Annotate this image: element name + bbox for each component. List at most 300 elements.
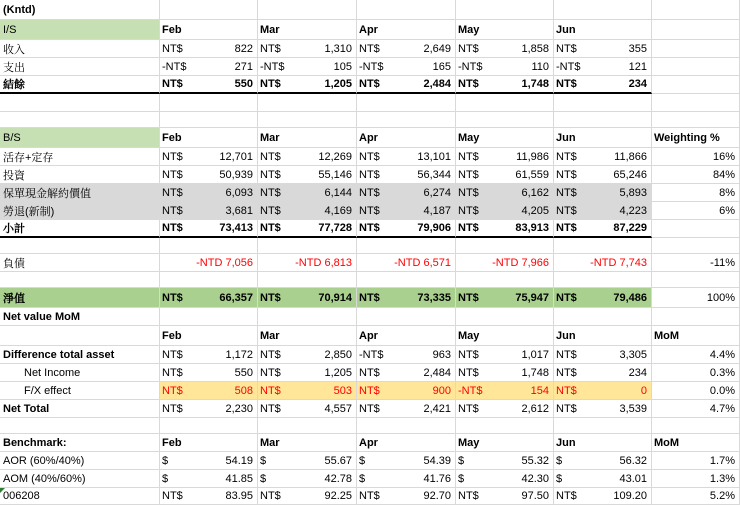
value-cell[interactable] [357,76,456,94]
amount: -NTD 7,966 [492,256,549,269]
amount: 70,914 [318,291,352,304]
row-label[interactable]: 結餘 [0,76,160,94]
amount: 83.95 [225,490,253,502]
amount: 54.39 [423,454,451,467]
amount: 5,893 [619,186,647,199]
amount: 4,205 [521,204,549,217]
currency: NT$ [556,490,577,502]
currency: -NT$ [260,60,285,73]
currency: $ [162,472,169,485]
currency: NT$ [556,168,577,181]
currency: NT$ [556,291,577,304]
blank-row [0,238,740,254]
blank-row [0,112,740,128]
row-label[interactable]: 小計 [0,220,160,238]
row-label[interactable]: F/X effect [0,382,160,400]
value-cell[interactable] [258,184,357,202]
value-cell[interactable] [357,148,456,166]
value-cell[interactable] [258,40,357,58]
currency: NT$ [458,222,479,234]
month-header[interactable]: Mar [258,128,357,148]
amount: 4,187 [423,204,451,217]
amount: 2,612 [521,402,549,415]
value-cell[interactable] [554,58,652,76]
currency: $ [359,454,366,467]
currency: $ [359,472,366,485]
month-header[interactable]: May [456,128,554,148]
currency: NT$ [458,490,479,502]
amount: 1,748 [521,366,549,379]
currency: NT$ [556,348,577,361]
value-cell[interactable] [258,382,357,400]
month-header[interactable]: Mar [258,434,357,452]
amount: 109.20 [613,490,647,502]
bs-row [0,202,740,220]
currency: NT$ [458,291,479,304]
mom-header-row [0,326,740,346]
bs-row [0,184,740,202]
amount: 2,649 [423,42,451,55]
currency: NT$ [260,490,281,502]
value-cell[interactable] [357,184,456,202]
value-cell[interactable] [456,202,554,220]
value-cell[interactable] [554,184,652,202]
value-cell[interactable] [456,452,554,470]
amount: 822 [234,42,253,55]
weight-cell[interactable]: 84% [652,166,740,184]
value-cell[interactable] [357,470,456,488]
value-cell[interactable] [456,364,554,382]
value-cell[interactable] [160,364,258,382]
amount: 110 [531,60,549,73]
month-header[interactable]: May [456,434,554,452]
month-header[interactable]: Feb [160,20,258,40]
amount: 77,728 [318,222,352,234]
month-header[interactable]: Jun [554,326,652,346]
currency: NT$ [162,384,183,397]
value-cell[interactable] [456,148,554,166]
value-cell[interactable] [258,288,357,308]
currency: $ [458,472,465,485]
currency: NT$ [556,402,577,415]
value-cell[interactable] [554,220,652,238]
currency: NT$ [359,222,380,234]
amount: 75,947 [515,291,549,304]
row-label[interactable]: 淨值 [0,288,160,308]
amount: 154 [530,384,549,397]
month-header[interactable]: Feb [160,434,258,452]
mom-cell[interactable]: 0.3% [652,364,740,382]
value-cell[interactable] [554,364,652,382]
value-cell[interactable] [258,220,357,238]
currency: NT$ [556,78,577,90]
value-cell[interactable] [456,220,554,238]
mom-row-fx [0,382,740,400]
amount: 4,169 [324,204,352,217]
value-cell[interactable] [258,452,357,470]
value-cell[interactable] [456,76,554,94]
amount: 41.85 [225,472,253,485]
value-cell[interactable] [456,400,554,418]
mom-title[interactable]: Net value MoM [0,308,160,326]
mom-cell[interactable]: 0.0% [652,382,740,400]
currency: NT$ [260,168,281,181]
month-header[interactable]: Jun [554,20,652,40]
month-header[interactable]: May [456,326,554,346]
month-header[interactable]: Apr [357,326,456,346]
currency: NT$ [162,291,183,304]
bs-title[interactable]: B/S [0,128,160,148]
currency: NT$ [162,204,183,217]
mom-row [0,346,740,364]
currency: NT$ [458,204,479,217]
amount: 4,557 [324,402,352,415]
value-cell[interactable] [160,148,258,166]
row-label[interactable]: 負債 [0,254,160,272]
currency: NT$ [162,168,183,181]
amount: 79,906 [417,222,451,234]
currency: NT$ [556,204,577,217]
amount: 1,310 [324,42,352,55]
value-cell[interactable] [554,452,652,470]
value-cell[interactable] [456,346,554,364]
value-cell[interactable] [554,40,652,58]
value-cell[interactable] [554,346,652,364]
amount: 12,701 [219,150,253,163]
amount: 3,539 [619,402,647,415]
value-cell[interactable] [554,400,652,418]
amount: 121 [628,60,647,73]
value-cell[interactable] [357,488,456,505]
currency: NT$ [260,291,281,304]
amount: 271 [234,60,253,73]
mom-title-row [0,308,740,326]
row-label[interactable]: 勞退(新制) [0,202,160,220]
value-cell[interactable] [160,488,258,505]
value-cell[interactable] [357,202,456,220]
value-cell[interactable] [554,202,652,220]
amount: 550 [234,78,253,90]
row-label[interactable]: Difference total asset [0,346,160,364]
value-cell[interactable] [357,254,456,272]
month-header[interactable]: Feb [160,326,258,346]
currency: NT$ [359,402,380,415]
value-cell[interactable] [554,470,652,488]
value-cell[interactable] [357,220,456,238]
amount: 66,357 [219,291,253,304]
amount: 234 [628,78,647,90]
value-cell[interactable] [357,40,456,58]
is-row-income [0,40,740,58]
row-label[interactable]: Net Total [0,400,160,418]
value-cell[interactable] [160,288,258,308]
currency: NT$ [359,366,380,379]
currency: NT$ [260,384,281,397]
amount: 0 [640,384,647,397]
value-cell[interactable] [357,166,456,184]
currency: NT$ [359,150,380,163]
value-cell[interactable] [160,254,258,272]
value-cell[interactable] [258,254,357,272]
currency: NT$ [556,384,577,397]
value-cell[interactable] [160,400,258,418]
value-cell[interactable] [160,220,258,238]
amount: 1,017 [521,348,549,361]
mom-cell[interactable]: 4.4% [652,346,740,364]
currency: -NT$ [458,384,483,397]
value-cell[interactable] [258,488,357,505]
value-cell[interactable] [456,166,554,184]
amount: 503 [333,384,352,397]
currency: NT$ [162,490,183,502]
value-cell[interactable] [258,202,357,220]
currency: $ [260,454,267,467]
value-cell[interactable] [554,382,652,400]
currency: NT$ [260,348,281,361]
weight-cell[interactable]: 16% [652,148,740,166]
month-header[interactable]: Feb [160,128,258,148]
month-header[interactable]: Jun [554,128,652,148]
amount: 1,172 [225,348,253,361]
weight-cell[interactable]: 100% [652,288,740,308]
currency: $ [162,454,169,467]
value-cell[interactable] [258,400,357,418]
currency: NT$ [556,222,577,234]
amount: 61,559 [515,168,549,181]
amount: 3,681 [225,204,253,217]
value-cell[interactable] [554,76,652,94]
currency: NT$ [359,384,380,397]
value-cell[interactable] [456,470,554,488]
amount: 41.76 [423,472,451,485]
currency: NT$ [458,168,479,181]
amount: 963 [432,348,451,361]
value-cell[interactable] [258,58,357,76]
value-cell[interactable] [554,488,652,505]
value-cell[interactable] [456,40,554,58]
currency: NT$ [556,186,577,199]
amount: 97.50 [521,490,549,502]
amount: 234 [628,366,647,379]
amount: 105 [333,60,352,73]
value-cell[interactable] [160,346,258,364]
amount: 11,986 [516,150,549,163]
currency: NT$ [458,186,479,199]
value-cell[interactable] [357,346,456,364]
amount: 355 [628,42,647,55]
value-cell[interactable] [456,254,554,272]
month-header[interactable]: Apr [357,434,456,452]
is-title[interactable]: I/S [0,20,160,40]
mom-cell[interactable]: 1.3% [652,470,740,488]
amount: 73,335 [417,291,451,304]
value-cell[interactable] [357,452,456,470]
amount: 79,486 [613,291,647,304]
currency: NT$ [359,168,380,181]
currency: NT$ [162,402,183,415]
amount: 55.67 [324,454,352,467]
currency: NT$ [359,204,380,217]
currency: $ [556,472,563,485]
row-label[interactable]: 收入 [0,40,160,58]
currency: NT$ [260,78,281,90]
row-label[interactable]: AOR (60%/40%) [0,452,160,470]
value-cell[interactable] [357,364,456,382]
amount: 42.78 [324,472,352,485]
amount: 56.32 [619,454,647,467]
bench-header-row [0,434,740,452]
value-cell[interactable] [258,148,357,166]
blank-row [0,418,740,434]
bs-row [0,166,740,184]
value-cell[interactable] [258,346,357,364]
weight-cell[interactable]: 8% [652,184,740,202]
value-cell[interactable] [258,166,357,184]
title-row [0,0,740,20]
currency: NT$ [458,42,479,55]
amount: 50,939 [219,168,253,181]
amount: 11,866 [614,150,647,163]
month-header[interactable]: Mar [258,326,357,346]
month-header[interactable]: Apr [357,128,456,148]
amount: 1,858 [521,42,549,55]
amount: 54.19 [225,454,253,467]
value-cell[interactable] [258,364,357,382]
amount: 43.01 [619,472,647,485]
value-cell[interactable] [160,382,258,400]
blank-row [0,94,740,112]
month-header[interactable]: Apr [357,20,456,40]
value-cell[interactable] [258,76,357,94]
value-cell[interactable] [554,166,652,184]
currency: NT$ [260,222,281,234]
currency: NT$ [162,222,183,234]
amount: 2,230 [225,402,253,415]
value-cell[interactable] [456,288,554,308]
bs-row [0,148,740,166]
value-cell[interactable] [160,452,258,470]
mom-row [0,364,740,382]
row-label[interactable]: 活存+定存 [0,148,160,166]
month-header[interactable]: May [456,20,554,40]
currency: -NT$ [359,348,384,361]
value-cell[interactable] [160,58,258,76]
currency: NT$ [458,366,479,379]
currency: NT$ [260,204,281,217]
row-label[interactable] [0,488,160,505]
currency: NT$ [260,366,281,379]
amount: -NTD 7,056 [196,256,253,269]
amount: 92.70 [423,490,451,502]
currency: NT$ [458,348,479,361]
row-label[interactable]: 支出 [0,58,160,76]
currency: NT$ [359,490,380,502]
row-label[interactable]: AOM (40%/60%) [0,470,160,488]
value-cell[interactable] [357,58,456,76]
currency: NT$ [458,402,479,415]
month-header[interactable]: Jun [554,434,652,452]
amount: -NTD 7,743 [590,256,647,269]
value-cell[interactable] [160,470,258,488]
weighting-header[interactable]: Weighting % [652,128,740,148]
currency: NT$ [162,42,183,55]
value-cell[interactable] [456,382,554,400]
mom-cell[interactable]: 5.2% [652,488,740,505]
amount: 65,246 [613,168,647,181]
currency: $ [458,454,465,467]
row-label[interactable]: 投資 [0,166,160,184]
value-cell[interactable] [456,58,554,76]
value-cell[interactable] [160,184,258,202]
row-label-text: 006208 [3,490,40,502]
currency: NT$ [458,150,479,163]
weight-cell[interactable]: -11% [652,254,740,272]
amount: 12,269 [318,150,352,163]
currency: NT$ [162,366,183,379]
value-cell[interactable] [160,202,258,220]
amount: 55.32 [521,454,549,467]
value-cell[interactable] [357,288,456,308]
currency: NT$ [260,402,281,415]
value-cell[interactable] [160,166,258,184]
row-label[interactable]: Net Income [0,364,160,382]
month-header[interactable]: Mar [258,20,357,40]
row-label[interactable]: 保單現金解約價值 [0,184,160,202]
mom-header[interactable]: MoM [652,434,740,452]
value-cell[interactable] [554,148,652,166]
bench-row [0,488,740,505]
value-cell[interactable] [258,470,357,488]
currency: NT$ [359,78,380,90]
weight-cell[interactable]: 6% [652,202,740,220]
amount: 56,344 [417,168,451,181]
currency: NT$ [556,366,577,379]
bench-row [0,452,740,470]
is-header-row [0,20,740,40]
mom-header[interactable]: MoM [652,326,740,346]
currency: NT$ [260,150,281,163]
currency: NT$ [359,186,380,199]
value-cell[interactable] [160,40,258,58]
mom-cell[interactable]: 1.7% [652,452,740,470]
value-cell[interactable] [456,488,554,505]
currency: NT$ [162,186,183,199]
bench-title[interactable]: Benchmark: [0,434,160,452]
value-cell[interactable] [357,400,456,418]
amount: 1,205 [324,366,352,379]
currency: $ [556,454,563,467]
cell-unit[interactable]: (Kntd) [0,0,160,20]
currency: -NT$ [359,60,384,73]
amount: 55,146 [318,168,352,181]
amount: 900 [432,384,451,397]
value-cell[interactable] [160,76,258,94]
currency: NT$ [162,348,183,361]
bench-row [0,470,740,488]
amount: 2,484 [423,78,451,90]
amount: 508 [234,384,253,397]
value-cell[interactable] [357,382,456,400]
amount: 6,093 [225,186,253,199]
value-cell[interactable] [554,254,652,272]
value-cell[interactable] [554,288,652,308]
amount: 6,144 [324,186,352,199]
value-cell[interactable] [456,184,554,202]
amount: 1,748 [521,78,549,90]
amount: 2,850 [324,348,352,361]
error-indicator-icon [0,488,5,493]
mom-cell[interactable]: 4.7% [652,400,740,418]
